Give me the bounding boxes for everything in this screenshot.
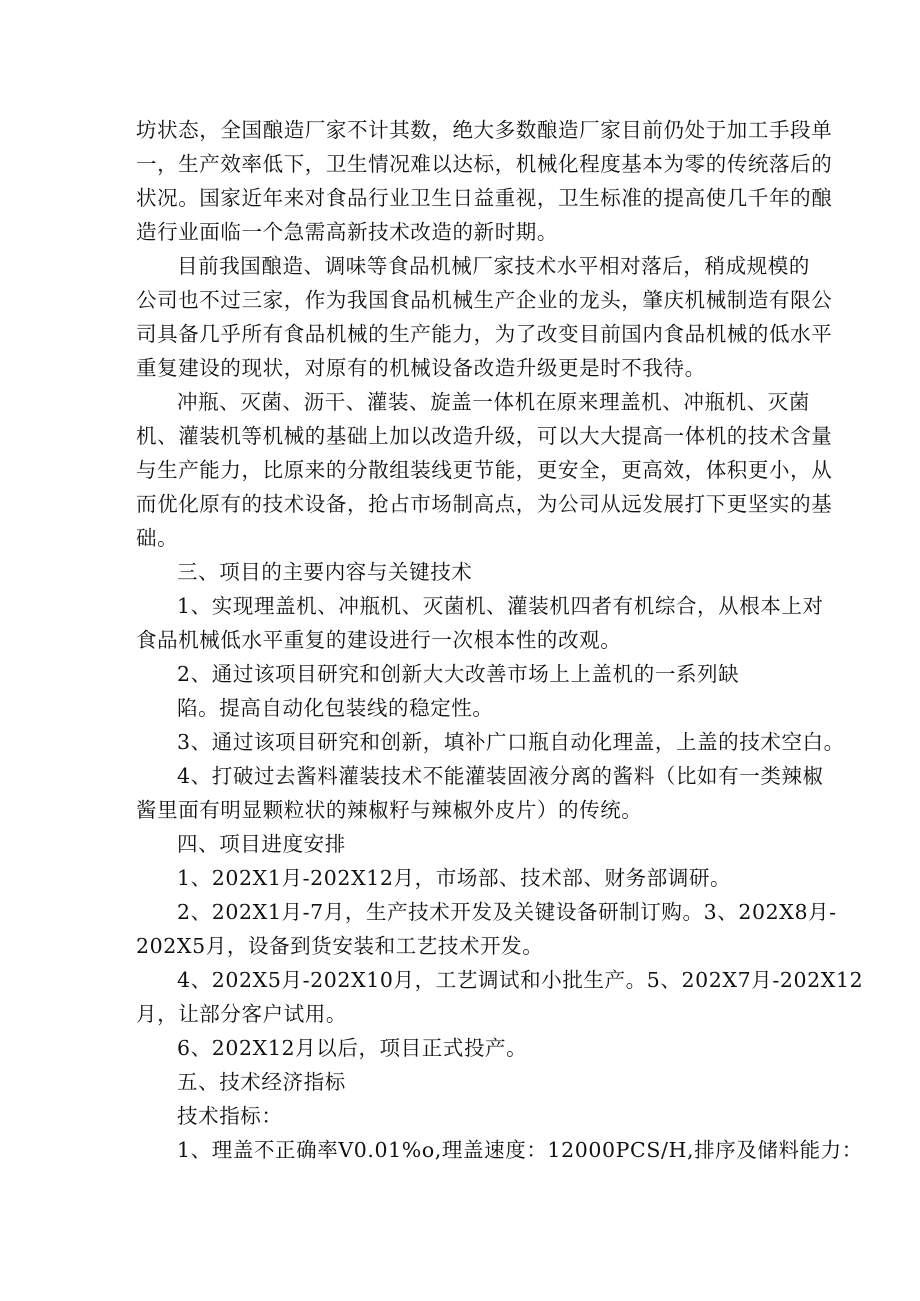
- list-item-line: 2、202X1月-7月，生产技术开发及关键设备研制订购。3、202X8月-: [177, 900, 837, 924]
- list-item-line: 202X5月，设备到货安装和工艺技术开发。: [136, 934, 544, 958]
- paragraph-line: 造行业面临一个急需高新技术改造的新时期。: [136, 220, 558, 244]
- list-item-line: 陷。提高自动化包装线的稳定性。: [177, 696, 494, 720]
- paragraph-line: 公司也不过三家，作为我国食品机械生产企业的龙头，肇庆机械制造有限公: [136, 288, 833, 312]
- section-heading: 三、项目的主要内容与关键技术: [177, 560, 473, 584]
- paragraph-line: 重复建设的现状，对原有的机械设备改造升级更是时不我待。: [136, 356, 706, 380]
- paragraph-line: 机、灌装机等机械的基础上加以改造升级，可以大大提高一体机的技术含量: [136, 424, 833, 448]
- list-item-line: 月，让部分客户试用。: [136, 1002, 347, 1026]
- list-item-line: 1、202X1月-202X12月，市场部、技术部、财务部调研。: [177, 866, 732, 890]
- paragraph-line: 一，生产效率低下，卫生情况难以达标，机械化程度基本为零的传统落后的: [136, 152, 833, 176]
- paragraph-line: 司具备几乎所有食品机械的生产能力，为了改变目前国内食品机械的低水平: [136, 322, 833, 346]
- paragraph-line: 状况。国家近年来对食品行业卫生日益重视，卫生标准的提高使几千年的酿: [136, 186, 833, 210]
- list-item-line: 1、理盖不正确率V0.01%o,理盖速度：12000PCS/H,排序及储料能力：: [177, 1138, 863, 1162]
- list-item-line: 4、202X5月-202X10月，工艺调试和小批生产。5、202X7月-202X12: [177, 968, 864, 992]
- list-item-line: 酱里面有明显颗粒状的辣椒籽与辣椒外皮片）的传统。: [136, 798, 643, 822]
- paragraph-line: 冲瓶、灭菌、沥干、灌装、旋盖一体机在原来理盖机、冲瓶机、灭菌: [177, 390, 810, 414]
- list-item-line: 6、202X12月以后，项目正式投产。: [177, 1036, 528, 1060]
- section-heading: 四、项目进度安排: [177, 832, 346, 856]
- list-item-line: 4、打破过去酱料灌装技术不能灌装固液分离的酱料（比如有一类辣椒: [177, 764, 824, 788]
- document-body: [136, 113, 864, 1167]
- section-heading: 五、技术经济指标: [177, 1070, 346, 1094]
- paragraph-line: 与生产能力，比原来的分散组装线更节能，更安全，更高效，体积更小，从: [136, 458, 833, 482]
- list-item-line: 1、实现理盖机、冲瓶机、灭菌机、灌装机四者有机综合，从根本上对: [177, 594, 824, 618]
- paragraph-line: 而优化原有的技术设备，抢占市场制高点，为公司从远发展打下更坚实的基: [136, 492, 833, 516]
- paragraph-line: 础。: [136, 526, 179, 550]
- paragraph-line: 坊状态，全国酿造厂家不计其数，绝大多数酿造厂家目前仍处于加工手段单: [136, 118, 833, 142]
- list-item-line: 2、通过该项目研究和创新大大改善市场上上盖机的一系列缺: [177, 662, 740, 686]
- subheading: 技术指标：: [177, 1104, 283, 1128]
- paragraph-line: 目前我国酿造、调味等食品机械厂家技术水平相对落后，稍成规模的: [177, 254, 810, 278]
- list-item-line: 食品机械低水平重复的建设进行一次根本性的改观。: [136, 628, 622, 652]
- list-item-line: 3、通过该项目研究和创新，填补广口瓶自动化理盖，上盖的技术空白。: [177, 730, 845, 754]
